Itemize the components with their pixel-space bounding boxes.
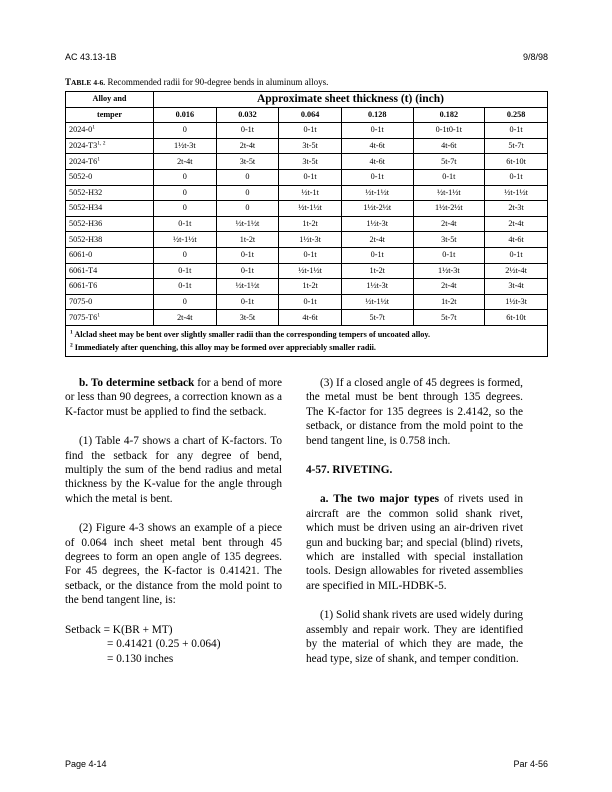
radius-cell: 0	[154, 123, 217, 139]
radius-cell: 0-1t	[413, 247, 485, 263]
radius-cell: 3t-5t	[216, 154, 279, 170]
radius-cell: 0-1t0-1t	[413, 123, 485, 139]
radius-cell: 0-1t	[341, 169, 413, 185]
table-row	[66, 263, 548, 279]
caption-label-rest: ABLE 4-6.	[71, 78, 106, 87]
radius-cell: 0-1t	[216, 263, 279, 279]
alloy-name: 5052-0	[69, 172, 93, 182]
radius-cell: 5t-7t	[413, 154, 485, 170]
radius-cell: ½t-1½t	[279, 263, 342, 279]
radius-cell: 0	[154, 185, 217, 201]
radius-cell: 0-1t	[279, 169, 342, 185]
alloy-cell	[66, 154, 154, 170]
alloy-cell	[66, 123, 154, 139]
radius-cell: 1½t-3t	[341, 279, 413, 295]
radius-cell: 5t-7t	[413, 310, 485, 326]
alloy-name: 6061-T4	[69, 265, 98, 275]
alloy-header-line1: Alloy and	[66, 92, 154, 108]
alloy-name: 5052-H32	[69, 187, 103, 197]
radius-cell: 3t-5t	[279, 138, 342, 154]
note-number: 2	[70, 342, 73, 349]
radius-cell: 0	[154, 294, 217, 310]
radius-cell: ½t-1½t	[341, 185, 413, 201]
thickness-col-header: 0.064	[279, 107, 342, 123]
note-text: Alclad sheet may be bent over slightly smaller radii than the corresponding tempers of uncoated alloy.	[74, 329, 431, 339]
radius-cell: 0-1t	[485, 169, 548, 185]
radius-cell: 2t-4t	[413, 216, 485, 232]
para-a-text: of rivets used in aircraft are the common solid shank rivet, which must be driven using an air-driven rivet gun and bucking bar; and special (blind) rivets, which are installed with special installation tools. Design allowables for riveted assemblies are specified in MIL-HDBK-5.	[306, 493, 523, 592]
radius-cell: 0-1t	[279, 247, 342, 263]
radius-cell: 0	[216, 201, 279, 217]
thickness-col-header: 0.016	[154, 107, 217, 123]
radius-cell: 1t-2t	[216, 232, 279, 248]
alloy-cell	[66, 263, 154, 279]
para-a	[306, 492, 523, 593]
alloy-cell	[66, 247, 154, 263]
alloy-cell	[66, 310, 154, 326]
alloy-cell	[66, 294, 154, 310]
radius-cell: ½t-1½t	[413, 185, 485, 201]
table-row	[66, 294, 548, 310]
radius-cell: 1½t-3t	[341, 216, 413, 232]
alloy-name: 2024-T3	[69, 141, 98, 151]
alloy-name: 6061-T6	[69, 281, 98, 291]
table-caption	[65, 77, 328, 87]
para-3: (3) If a closed angle of 45 degrees is formed, the metal must be bent through 135 degrees. The K-factor for 135 degrees is 2.4142, so the setback, or distance from the mold point to the bend tangent line, is 0.758 inch.	[306, 377, 523, 447]
formula-line-3: = 0.130 inches	[107, 652, 174, 665]
radius-cell: 0-1t	[216, 294, 279, 310]
radius-cell: 0	[216, 169, 279, 185]
table-notes	[66, 325, 548, 356]
radius-cell: 2t-3t	[485, 201, 548, 217]
alloy-cell	[66, 185, 154, 201]
radius-cell: ½t-1½t	[279, 201, 342, 217]
section-heading: 4-57. RIVETING.	[306, 464, 393, 477]
footnote-ref: 1	[97, 311, 100, 318]
para-4: (1) Solid shank rivets are used widely during assembly and repair work. They are identified by the material of which they are made, the head type, size of shank, and temper condition.	[306, 609, 523, 665]
alloy-name: 7075-0	[69, 297, 93, 307]
radius-cell: 4t-6t	[279, 310, 342, 326]
alloy-name: 5052-H34	[69, 203, 103, 213]
radius-cell: 6t-10t	[485, 310, 548, 326]
radius-cell: 0-1t	[154, 279, 217, 295]
alloy-cell	[66, 169, 154, 185]
radius-cell: 3t-5t	[279, 154, 342, 170]
caption-text: Recommended radii for 90-degree bends in aluminum alloys.	[105, 77, 329, 87]
radius-cell: ½t-1½t	[485, 185, 548, 201]
radius-cell: ½t-1½t	[216, 216, 279, 232]
para-2: (2) Figure 4-3 shows an example of a piece of 0.064 inch sheet metal bent through 45 degrees to form an open angle of 135 degrees. For 45 degrees, the K-factor is 0.41421. The setback, or the distance from the mold point to the bend tangent line, is:	[65, 522, 282, 607]
table-row	[66, 169, 548, 185]
radius-cell: 4t-6t	[341, 154, 413, 170]
thickness-col-header: 0.182	[413, 107, 485, 123]
table-row	[66, 154, 548, 170]
radius-cell: ½t-1½t	[154, 232, 217, 248]
radius-cell: 2t-4t	[413, 279, 485, 295]
alloy-name: 2024-0	[69, 125, 93, 135]
doc-id: AC 43.13-1B	[65, 52, 117, 62]
alloy-cell	[66, 138, 154, 154]
table-row	[66, 310, 548, 326]
para-b-label: b. To determine setback	[79, 377, 195, 389]
radius-cell: 0	[154, 247, 217, 263]
alloy-cell	[66, 232, 154, 248]
radius-cell: 1t-2t	[279, 216, 342, 232]
radius-cell: 1t-2t	[341, 263, 413, 279]
radius-cell: 2t-4t	[154, 154, 217, 170]
para-b	[65, 376, 282, 419]
para-b-text: for a bend of more or less than 90 degrees, a correction known as a K-factor must be applied to find the setback.	[65, 377, 282, 418]
thickness-header: Approximate sheet thickness (t) (inch)	[154, 92, 548, 108]
footnote-ref: 1	[97, 155, 100, 162]
doc-date: 9/8/98	[522, 52, 548, 62]
formula-line-2: = 0.41421 (0.25 + 0.064)	[107, 638, 221, 651]
formula-line-1: Setback = K(BR + MT)	[65, 623, 173, 636]
paragraph-ref: Par 4-56	[513, 759, 548, 769]
radius-cell: 1t-2t	[413, 294, 485, 310]
bend-radii-table	[65, 91, 548, 357]
radius-cell: 0-1t	[154, 263, 217, 279]
radius-cell: 0-1t	[413, 169, 485, 185]
table-note	[70, 328, 543, 341]
radius-cell: 0-1t	[485, 247, 548, 263]
radius-cell: 2½t-4t	[485, 263, 548, 279]
radius-cell: 1t-2t	[279, 279, 342, 295]
radius-cell: ½t-1t	[279, 185, 342, 201]
radius-cell: 2t-4t	[485, 216, 548, 232]
alloy-name: 5052-H36	[69, 219, 103, 229]
radius-cell: 2t-4t	[154, 310, 217, 326]
table-row	[66, 201, 548, 217]
radius-cell: 0-1t	[216, 123, 279, 139]
table-row	[66, 279, 548, 295]
table-row	[66, 123, 548, 139]
radius-cell: 4t-6t	[413, 138, 485, 154]
radius-cell: 1½t-3t	[485, 294, 548, 310]
radius-cell: 0-1t	[485, 123, 548, 139]
table-row	[66, 232, 548, 248]
left-column	[65, 376, 282, 666]
note-number: 1	[70, 329, 73, 336]
radius-cell: ½t-1½t	[341, 294, 413, 310]
table-row	[66, 247, 548, 263]
radius-cell: 0-1t	[279, 294, 342, 310]
footnote-ref: 1	[92, 124, 95, 131]
para-1: (1) Table 4-7 shows a chart of K-factors. To find the setback for any degree of bend, multiply the sum of the bend radius and metal thickness by the K-value for the angle through which the metal is bent.	[65, 435, 282, 505]
alloy-name: 5052-H38	[69, 234, 103, 244]
radius-cell: 0-1t	[216, 247, 279, 263]
radius-cell: 3t-4t	[485, 279, 548, 295]
radius-cell: 3t-5t	[413, 232, 485, 248]
radius-cell: 5t-7t	[485, 138, 548, 154]
radius-cell: 3t-5t	[216, 310, 279, 326]
radius-cell: 1½t-2½t	[341, 201, 413, 217]
para-a-label: a. The two major types	[320, 493, 440, 506]
alloy-cell	[66, 201, 154, 217]
radius-cell: 0-1t	[341, 123, 413, 139]
table-row	[66, 185, 548, 201]
note-text: Immediately after quenching, this alloy may be formed over appreciably smaller radii.	[74, 342, 376, 352]
radius-cell: 5t-7t	[341, 310, 413, 326]
alloy-cell	[66, 279, 154, 295]
radius-cell: 4t-6t	[485, 232, 548, 248]
radius-cell: 2t-4t	[216, 138, 279, 154]
radius-cell: 0-1t	[279, 123, 342, 139]
alloy-header-line2: temper	[66, 107, 154, 123]
radius-cell: 4t-6t	[341, 138, 413, 154]
radius-cell: 1½t-2½t	[413, 201, 485, 217]
radius-cell: 1½t-3t	[413, 263, 485, 279]
radius-cell: 0-1t	[154, 216, 217, 232]
alloy-name: 2024-T6	[69, 156, 98, 166]
radius-cell: 1½t-3t	[279, 232, 342, 248]
footnote-ref: 1, 2	[97, 140, 106, 147]
radius-cell: 0	[154, 169, 217, 185]
page-number: Page 4-14	[65, 759, 107, 769]
radius-cell: 0	[154, 201, 217, 217]
caption-label-prefix: T	[65, 77, 72, 87]
thickness-col-header: 0.128	[341, 107, 413, 123]
radius-cell: 1½t-3t	[154, 138, 217, 154]
alloy-cell	[66, 216, 154, 232]
table-row	[66, 216, 548, 232]
thickness-col-header: 0.032	[216, 107, 279, 123]
radius-cell: ½t-1½t	[216, 279, 279, 295]
alloy-name: 7075-T6	[69, 312, 98, 322]
table-row	[66, 138, 548, 154]
radius-cell: 2t-4t	[341, 232, 413, 248]
right-column	[306, 376, 523, 681]
thickness-col-header: 0.258	[485, 107, 548, 123]
alloy-name: 6061-0	[69, 250, 93, 260]
radius-cell: 6t-10t	[485, 154, 548, 170]
table-note	[70, 341, 543, 354]
setback-formula	[65, 623, 282, 666]
radius-cell: 0	[216, 185, 279, 201]
radius-cell: 0-1t	[341, 247, 413, 263]
